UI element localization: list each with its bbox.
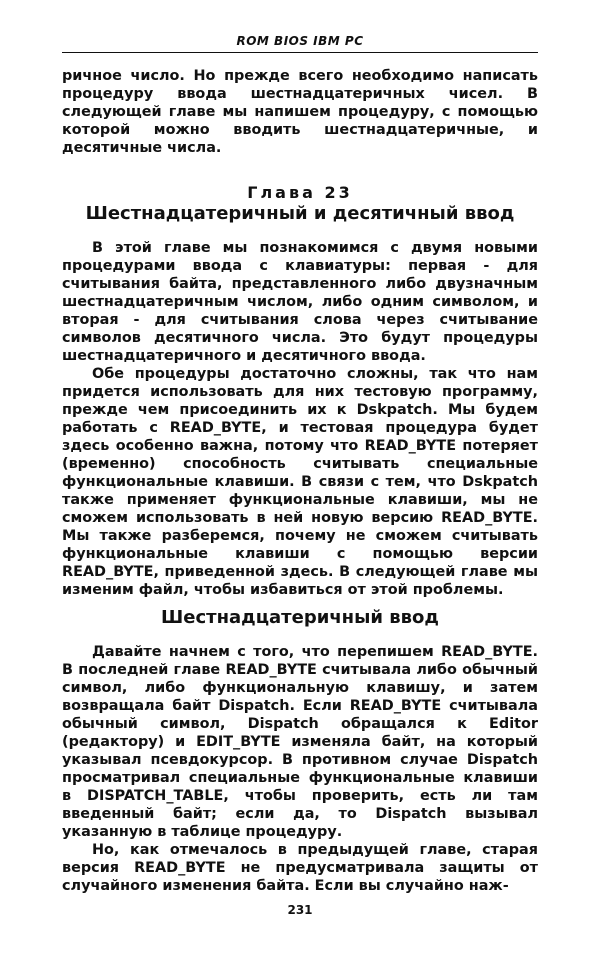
page-number: 231 (287, 903, 313, 917)
running-head: ROM BIOS IBM PC (62, 34, 538, 53)
chapter-label: Глава 23 (247, 183, 353, 202)
chapter-paragraph-2: Обе процедуры достаточно сложны, так что нам придется использовать для них тестовую программу, прежде чем присоединить их к Dskpatch. Мы будем работать с READ_BYTE, и тестовая процедура будет здесь особенно важна, потому что READ_BYTE потеряет (временно) способность считывать специальные функциональные клавиши. В связи с тем, что Dskpatch также применяет функциональные клавиши, мы не сможем использовать в ней новую версию READ_BYTE. Мы также разберемся, почему не сможем считывать функциональные клавиши с помощью версии READ_BYTE, приведенной здесь. В следующей главе мы изменим файл, чтобы избавиться от этой проблемы. (62, 366, 538, 598)
section-title: Шестнадцатеричный ввод (161, 607, 439, 628)
section-paragraph-1: Давайте начнем с того, что перепишем READ_BYTE. В последней главе READ_BYTE считывала либо обычный символ, либо функциональную клавишу, и затем возвращала байт Dispatch. Если READ_BYTE считывала обычный символ, Dispatch обращался к Editor (редактору) и EDIT_BYTE изменяла байт, на который указывал псевдокурсор. В противном случае Dispatch просматривал специальные функциональные клавиши в DISPATCH_TABLE, чтобы проверить, есть ли там введенный байт; если да, то Dispatch вызывал указанную в таблице процедуру. (62, 644, 538, 840)
paragraph-continued: ричное число. Но прежде всего необходимо написать процедуру ввода шестнадцатеричных чисел. В следующей главе мы напишем процедуру, с помощью которой можно вводить шестнадцатеричные, и десятичные числа. (62, 68, 538, 156)
chapter-paragraph-1: В этой главе мы познакомимся с двумя новыми процедурами ввода с клавиатуры: первая - для считывания байта, представленного либо двузначным шестнадцатеричным числом, либо одним символом, и вторая - для считывания слова через считывание символов десятичного числа. Это будут процедуры шестнадцатеричного и десятичного ввода. (62, 240, 538, 364)
chapter-title: Шестнадцатеричный и десятичный ввод (85, 203, 515, 224)
section-paragraph-2: Но, как отмечалось в предыдущей главе, старая версия READ_BYTE не предусматривала защиты от случайного изменения байта. Если вы случайно наж- (62, 842, 538, 894)
book-page (62, 34, 538, 917)
